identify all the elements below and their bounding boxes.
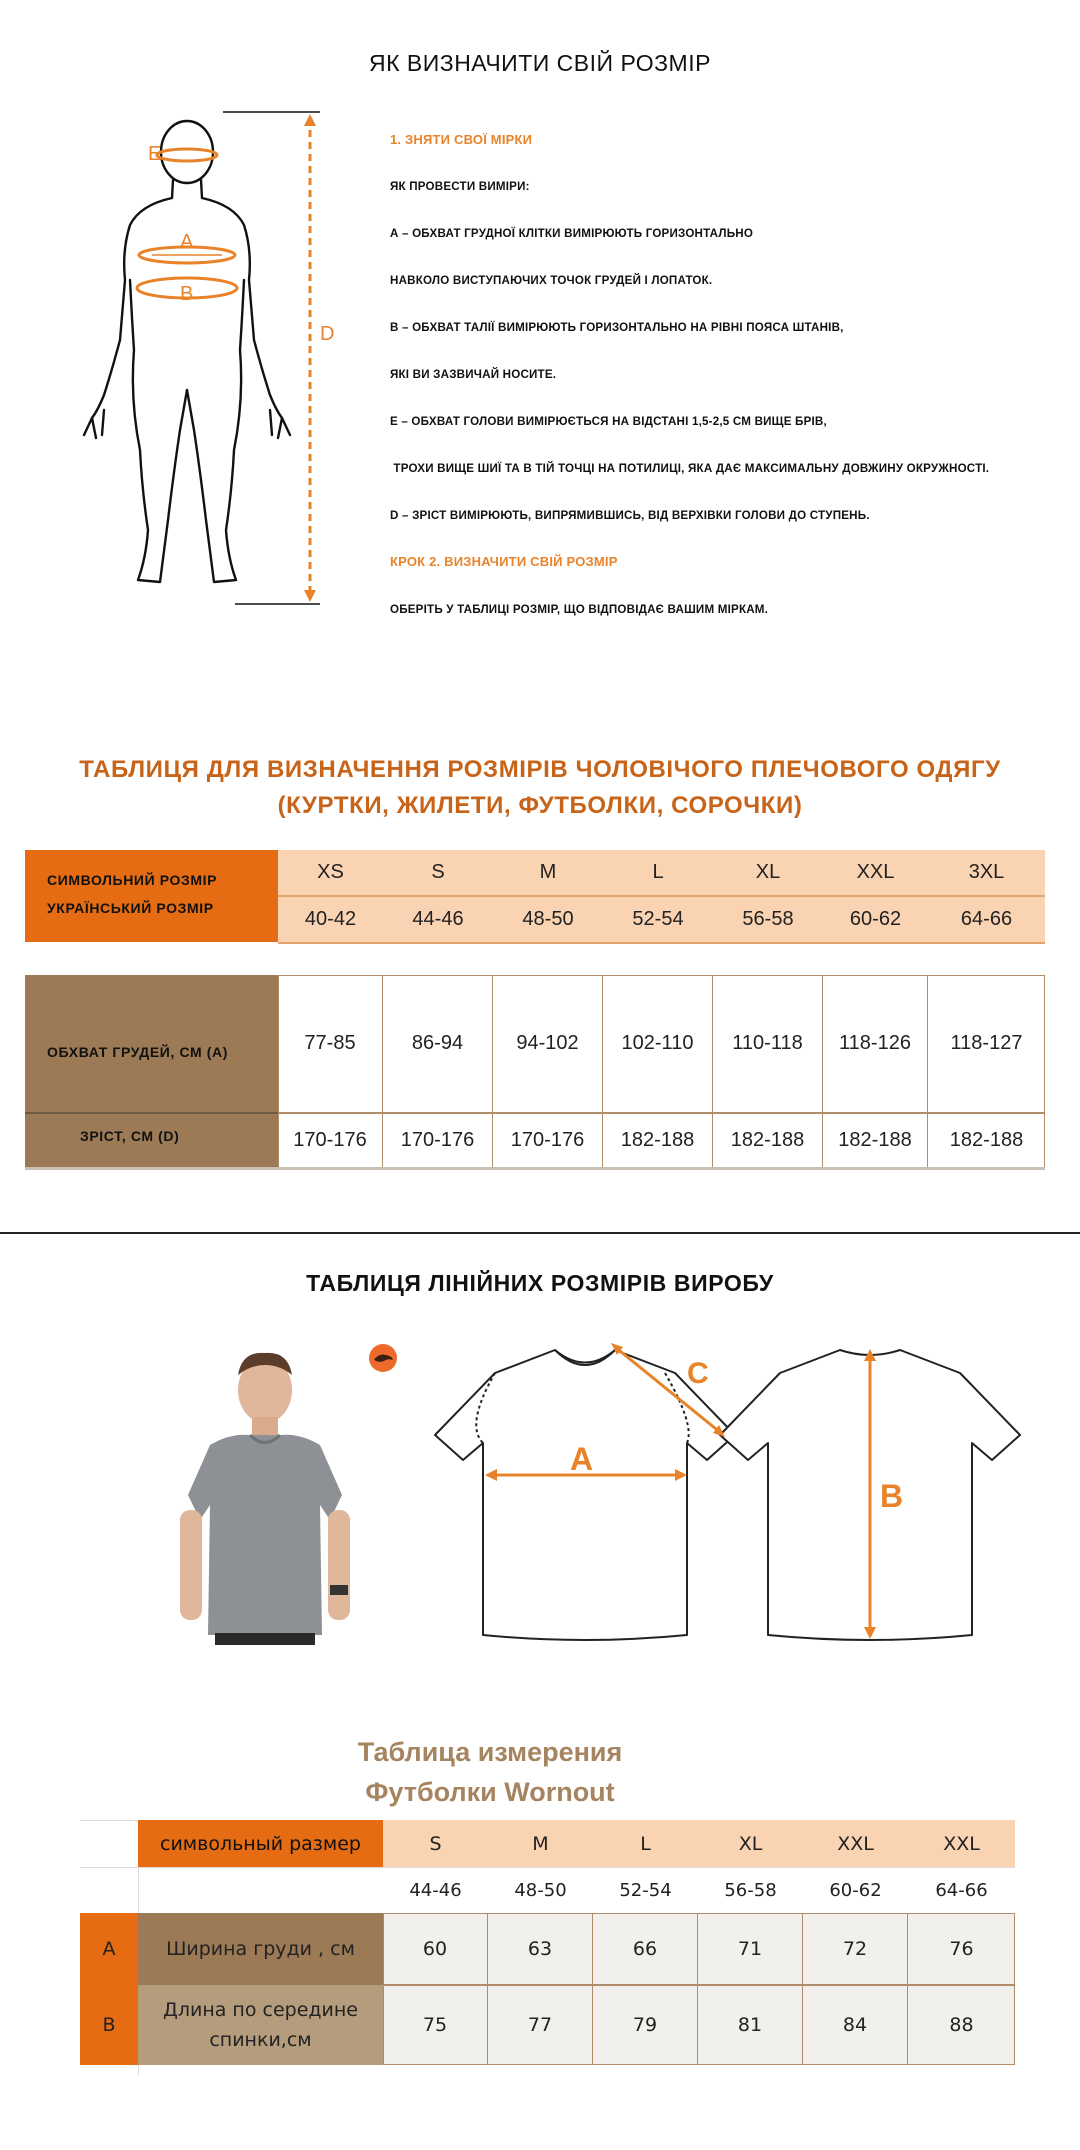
- row-a-letter: A: [80, 1913, 138, 1985]
- height-value-0: 170-176: [278, 1113, 383, 1167]
- linear-b-value-3: 81: [698, 1985, 803, 2065]
- linear-subtitle-line-1: Таблица измерения: [357, 1737, 623, 1767]
- diagram-label-e: E: [148, 143, 162, 165]
- linear-symbolic-4: XXL: [837, 1832, 874, 1855]
- linear-a-value-3: 71: [698, 1913, 803, 1985]
- size-table-title-line-1: ТАБЛИЦЯ ДЛЯ ВИЗНАЧЕННЯ РОЗМІРІВ ЧОЛОВІЧОГО ПЛЕЧОВОГО ОДЯГУ: [79, 756, 1001, 783]
- diagram-label-b: B: [180, 283, 194, 305]
- size-correspondence-table: [25, 850, 1045, 942]
- linear-subtitle-line-2: Футболки Wornout: [365, 1777, 615, 1807]
- linear-b-value-4: 84: [803, 1985, 908, 2065]
- measure-label-divider: [25, 1112, 278, 1114]
- linear-numeric-3: 56-58: [724, 1879, 777, 1901]
- ukrainian-size-5: 60-62: [849, 907, 902, 930]
- height-value-2: 170-176: [493, 1113, 603, 1167]
- ukrainian-size-0: 40-42: [304, 907, 357, 930]
- size-table-title-line-2: (КУРТКИ, ЖИЛЕТИ, ФУТБОЛКИ, СОРОЧКИ): [277, 792, 803, 819]
- linear-numeric-5: 64-66: [935, 1879, 988, 1901]
- linear-b-value-2: 79: [593, 1985, 698, 2065]
- ukrainian-size-6: 64-66: [960, 907, 1013, 930]
- e-line-2: ТРОХИ ВИЩЕ ШИЇ ТА В ТІЙ ТОЧЦІ НА ПОТИЛИЦІ, ЯКА ДАЄ МАКСИМАЛЬНУ ДОВЖИНУ ОКРУЖНОСТІ.: [390, 462, 990, 475]
- chest-value-2: 94-102: [493, 975, 603, 1112]
- size-table-title: [0, 752, 1080, 824]
- step1-title: 1. ЗНЯТИ СВОЇ МІРКИ: [390, 132, 533, 147]
- table-bottom-shadow: [25, 1167, 1045, 1170]
- symbolic-size-2: M: [539, 861, 557, 883]
- height-value-5: 182-188: [823, 1113, 928, 1167]
- ukrainian-size-1: 44-46: [412, 907, 464, 930]
- row-a-label: Ширина груди , см: [138, 1913, 383, 1985]
- how-label: ЯК ПРОВЕСТИ ВИМІРИ:: [390, 180, 530, 193]
- row-b-label-line-1: Длина по середине: [162, 1999, 358, 2021]
- brand-icon: [368, 1343, 398, 1373]
- b-line-2: ЯКІ ВИ ЗАЗВИЧАЙ НОСИТЕ.: [390, 368, 557, 381]
- linear-symbolic-2: L: [640, 1832, 651, 1855]
- linear-a-value-2: 66: [593, 1913, 698, 1985]
- step2-text: ОБЕРІТЬ У ТАБЛИЦІ РОЗМІР, ЩО ВІДПОВІДАЄ ВАШИМ МІРКАМ.: [390, 603, 769, 616]
- chest-value-1: 86-94: [383, 975, 493, 1112]
- linear-numeric-1: 48-50: [514, 1879, 567, 1901]
- chest-value-0: 77-85: [278, 975, 383, 1112]
- linear-a-value-4: 72: [803, 1913, 908, 1985]
- how-to-title: ЯК ВИЗНАЧИТИ СВІЙ РОЗМІР: [369, 50, 711, 76]
- linear-subtitle: [300, 1732, 680, 1812]
- linear-size-table: [80, 1820, 1015, 2075]
- chest-value-4: 110-118: [713, 975, 823, 1112]
- height-value-6: 182-188: [949, 1128, 1024, 1151]
- chest-value-3: 102-110: [603, 975, 713, 1112]
- linear-b-value-1: 77: [488, 1985, 593, 2065]
- ukrainian-size-2: 48-50: [522, 907, 574, 930]
- height-value-3: 182-188: [603, 1113, 713, 1167]
- row-label-height: ЗРІСТ, СМ (D): [80, 1128, 180, 1144]
- symbolic-size-5: XXL: [856, 861, 895, 883]
- symbolic-size-6: 3XL: [968, 861, 1005, 883]
- linear-a-value-0: 60: [383, 1913, 488, 1985]
- linear-symbolic-3: XL: [738, 1832, 763, 1855]
- row-b-letter: B: [80, 1985, 138, 2065]
- diagram-label-a: A: [180, 231, 194, 253]
- size-row-label-cell: [25, 850, 278, 942]
- ukrainian-size-3: 52-54: [632, 907, 684, 930]
- row-b-label: [138, 1985, 383, 2065]
- symbolic-size-1: S: [431, 861, 445, 883]
- a-line-1: А – ОБХВАТ ГРУДНОЇ КЛІТКИ ВИМІРЮЮТЬ ГОРИЗОНТАЛЬНО: [390, 227, 754, 240]
- linear-numeric-4: 60-62: [829, 1879, 882, 1901]
- linear-numeric-0: 44-46: [409, 1879, 462, 1901]
- symbolic-size-3: L: [652, 861, 664, 883]
- height-value-4: 182-188: [713, 1113, 823, 1167]
- d-line: D – ЗРІСТ ВИМІРЮЮТЬ, ВИПРЯМИВШИСЬ, ВІД ВЕРХІВКИ ГОЛОВИ ДО СТУПЕНЬ.: [390, 509, 870, 522]
- linear-numeric-2: 52-54: [619, 1879, 672, 1901]
- body-measurement-diagram: [70, 110, 370, 620]
- chest-value-5: 118-126: [823, 975, 928, 1112]
- row-label-ukrainian: УКРАЇНСЬКИЙ РОЗМІР: [47, 900, 214, 916]
- symbolic-size-0: XS: [317, 861, 344, 883]
- ukrainian-size-4: 56-58: [742, 907, 794, 930]
- tshirt-diagram: [425, 1325, 1025, 1655]
- model-photo: [170, 1345, 360, 1645]
- height-value-1: 170-176: [383, 1113, 493, 1167]
- tshirt-label-b: B: [880, 1478, 904, 1514]
- a-line-2: НАВКОЛО ВИСТУПАЮЧИХ ТОЧОК ГРУДЕЙ І ЛОПАТОК.: [390, 274, 713, 287]
- linear-symbolic-1: M: [532, 1832, 549, 1855]
- linear-header-label: символьный размер: [138, 1820, 383, 1867]
- linear-a-value-5: 76: [949, 1938, 974, 1960]
- step2-title: КРОК 2. ВИЗНАЧИТИ СВІЙ РОЗМІР: [390, 554, 618, 569]
- linear-symbolic-5: XXL: [943, 1832, 980, 1855]
- tshirt-label-c: C: [687, 1357, 709, 1390]
- b-line-1: В – ОБХВАТ ТАЛІЇ ВИМІРЮЮТЬ ГОРИЗОНТАЛЬНО НА РІВНІ ПОЯСА ШТАНІВ,: [390, 321, 844, 334]
- e-line-1: Е – ОБХВАТ ГОЛОВИ ВИМІРЮЄТЬСЯ НА ВІДСТАНІ 1,5-2,5 СМ ВИЩЕ БРІВ,: [390, 415, 827, 428]
- tshirt-label-a: A: [570, 1441, 594, 1477]
- row-b-label-line-2: спинки,см: [209, 2029, 312, 2051]
- row-label-symbolic: СИМВОЛЬНИЙ РОЗМІР: [47, 872, 218, 888]
- diagram-label-d: D: [320, 323, 335, 345]
- symbolic-size-4: XL: [755, 861, 781, 883]
- linear-a-value-1: 63: [488, 1913, 593, 1985]
- row-label-chest: ОБХВАТ ГРУДЕЙ, СМ (А): [47, 1044, 228, 1060]
- body-measurement-table: [25, 975, 1045, 1169]
- linear-b-value-5: 88: [949, 2014, 974, 2036]
- section-divider: [0, 1232, 1080, 1234]
- linear-b-value-0: 75: [383, 1985, 488, 2065]
- linear-size-title: ТАБЛИЦЯ ЛІНІЙНИХ РОЗМІРІВ ВИРОБУ: [306, 1270, 774, 1296]
- linear-symbolic-0: S: [429, 1832, 442, 1855]
- chest-value-6: 118-127: [950, 1032, 1023, 1054]
